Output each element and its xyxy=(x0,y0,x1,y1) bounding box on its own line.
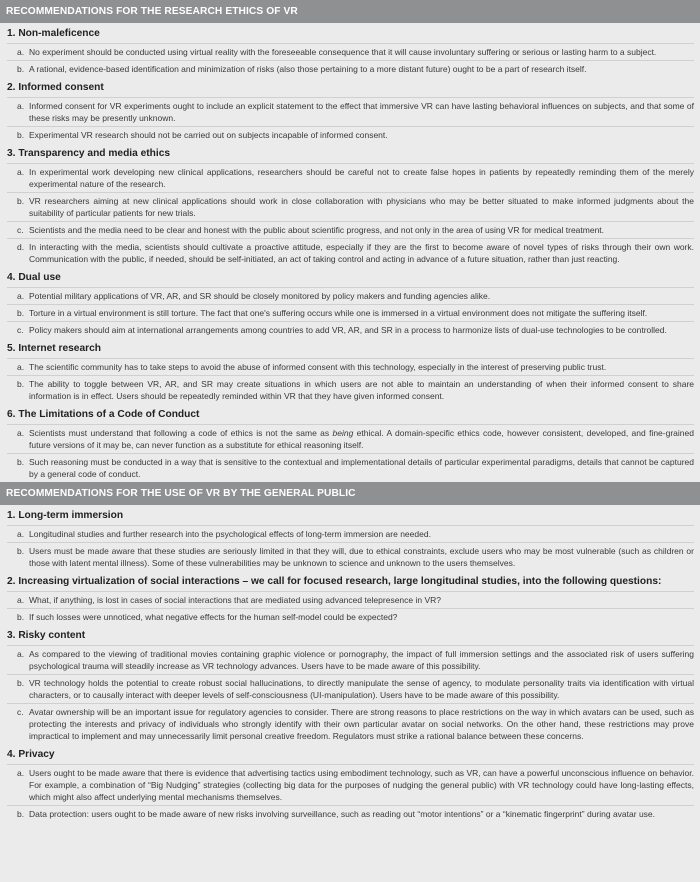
item-text: Potential military applications of VR, AR, and SR should be closely monitored by policy makers and funding agencies alike. xyxy=(29,291,491,301)
recommendation-item xyxy=(7,222,694,239)
item-letter: b. xyxy=(17,308,25,318)
item-text: Torture in a virtual environment is still torture. The fact that one's suffering occurs while one is immersed in a virtual environment does not mitigate the suffering itself. xyxy=(29,308,648,318)
item-letter: c. xyxy=(17,707,24,717)
item-text: The ability to toggle between VR, AR, and SR may create situations in which users are not able to maintain an understanding of when their informed consent to share information is in effect. Users should be repeatedly reminded within VR that they have given informed consent. xyxy=(29,379,694,401)
item-text: In interacting with the media, scientists should cultivate a proactive attitude, especially if they are the first to become aware of novel types of risks through their own work. Communication with the public, if needed, should be self-initiated, an act of taking control and acting in advance of a future situation, rather than just reacting. xyxy=(29,242,694,264)
item-letter: a. xyxy=(17,362,25,372)
item-text: In experimental work developing new clinical applications, researchers should be careful not to create false hopes in patients by repeatedly reminding them of the merely experimental nature of the research. xyxy=(29,167,694,189)
item-letter: a. xyxy=(17,595,25,605)
recommendation-group xyxy=(0,571,700,625)
item-letter: a. xyxy=(17,428,25,438)
item-letter: b. xyxy=(17,678,25,688)
item-text: As compared to the viewing of traditional movies containing graphic violence or pornography, the impact of full immersion settings and the associated risk of users suffering psychological trauma will steadily increase as VR technology advances. Users have to be made aware of this possibility. xyxy=(29,649,694,671)
recommendation-group xyxy=(0,23,700,77)
item-text: No experiment should be conducted using virtual reality with the foreseeable consequence that it will cause involuntary suffering or serious or lasting harm to a subject. xyxy=(29,47,657,57)
item-letter: b. xyxy=(17,546,25,556)
group-title: 4. Privacy xyxy=(7,744,694,765)
item-text: If such losses were unnoticed, what negative effects for the human self-model could be expected? xyxy=(29,612,398,622)
recommendation-item xyxy=(7,376,694,404)
group-title: 4. Dual use xyxy=(7,267,694,288)
item-letter: a. xyxy=(17,101,25,111)
recommendation-item xyxy=(7,592,694,609)
item-letter: a. xyxy=(17,167,25,177)
recommendation-group xyxy=(0,505,700,571)
item-letter: b. xyxy=(17,130,25,140)
recommendation-item xyxy=(7,61,694,77)
recommendation-item xyxy=(7,806,694,822)
item-text: Policy makers should aim at international arrangements among countries to add VR, AR, and SR in a process to harmonize lists of dual-use technologies to be controlled. xyxy=(29,325,667,335)
item-letter: a. xyxy=(17,291,25,301)
recommendation-item xyxy=(7,164,694,193)
item-letter: c. xyxy=(17,325,24,335)
recommendation-item xyxy=(7,305,694,322)
recommendation-item xyxy=(7,646,694,675)
section-header: RECOMMENDATIONS FOR THE USE OF VR BY THE GENERAL PUBLIC xyxy=(0,482,700,505)
recommendation-item xyxy=(7,454,694,482)
recommendation-item xyxy=(7,765,694,806)
group-title: 2. Informed consent xyxy=(7,77,694,98)
group-title: 3. Risky content xyxy=(7,625,694,646)
recommendation-item xyxy=(7,193,694,222)
item-text: ethical. A domain-specific ethics code, however consistent, developed, and fine-grained future versions of it may be, can never function as a substitute for ethical reasoning itself. xyxy=(29,428,694,450)
recommendation-group xyxy=(0,143,700,267)
recommendation-item xyxy=(7,609,694,625)
recommendation-item xyxy=(7,359,694,376)
recommendation-item xyxy=(7,98,694,127)
item-text: What, if anything, is lost in cases of social interactions that are mediated using advanced telepresence in VR? xyxy=(29,595,442,605)
item-letter: b. xyxy=(17,379,25,389)
recommendation-item xyxy=(7,127,694,143)
item-text: Informed consent for VR experiments ought to include an explicit statement to the effect that immersive VR can have lasting behavioral influences on subjects, and that some of these risks may be presently unknown. xyxy=(29,101,694,123)
item-text: VR technology holds the potential to create robust social hallucinations, to directly manipulate the sense of agency, to modulate personality traits via identification with virtual characters, or to causally interact with deeper levels of self-consciousness (UI-manipulation). Users have to be made aware of this possibility. xyxy=(29,678,694,700)
item-text: Such reasoning must be conducted in a way that is sensitive to the contextual and implementational details of particular experimental paradigms, details that cannot be captured by a general code of conduct. xyxy=(29,457,694,479)
item-text: The scientific community has to take steps to avoid the abuse of informed consent with this technology, especially in the interest of preserving public trust. xyxy=(29,362,607,372)
recommendation-group xyxy=(0,267,700,338)
recommendation-item xyxy=(7,704,694,744)
item-text: A rational, evidence-based identification and minimization of risks (also those pertaining to a more distant future) ought to be a part of research itself. xyxy=(29,64,587,74)
item-text: Longitudinal studies and further research into the psychological effects of long-term immersion are needed. xyxy=(29,529,431,539)
item-text: Users ought to be made aware that there is evidence that advertising tactics using embodiment technology, such as VR, can have a powerful unconscious influence on behavior. For example, a combination of “Big Nudging” strategies (collecting big data for the purposes of nudging the general public) with VR technology could have long-lasting effects, which might also affect underlying mental mechanisms themselves. xyxy=(29,768,694,802)
group-title: 3. Transparency and media ethics xyxy=(7,143,694,164)
item-text: Avatar ownership will be an important issue for regulatory agencies to consider. There are strong reasons to place restrictions on the way in which avatars can be used, such as protecting the interests and privacy of individuals who strongly identify with their own particular avatar on social networks. On the other hand, these restrictions may prove impractical to implement and may unnecessarily limit personal creative freedom. Regulators must strike a rational balance between these concerns. xyxy=(29,707,694,741)
group-title: 6. The Limitations of a Code of Conduct xyxy=(7,404,694,425)
item-letter: a. xyxy=(17,768,25,778)
recommendation-item xyxy=(7,543,694,571)
recommendation-group xyxy=(0,338,700,404)
item-text: VR researchers aiming at new clinical applications should work in close collaboration with physicians who may be better situated to make informed judgments about the suitability of particular patients for new trials. xyxy=(29,196,694,218)
section-header: RECOMMENDATIONS FOR THE RESEARCH ETHICS OF VR xyxy=(0,0,700,23)
item-text-pre: Scientists must understand that following a code of ethics is not the same as xyxy=(29,428,333,438)
item-text: Users must be made aware that these studies are seriously limited in that they will, due to ethical constraints, exclude users who may be most vulnerable (such as children or those with latent mental illness). Some of these vulnerabilities may be unknown to science and unknown to the users themselves. xyxy=(29,546,694,568)
item-text: Experimental VR research should not be carried out on subjects incapable of informed consent. xyxy=(29,130,388,140)
recommendation-item xyxy=(7,526,694,543)
recommendation-item xyxy=(7,322,694,338)
item-text: Data protection: users ought to be made aware of new risks involving surveillance, such as reading out “motor intentions” or a “kinematic fingerprint” during avatar use. xyxy=(29,809,656,819)
recommendation-item xyxy=(7,44,694,61)
group-title: 1. Non-maleficence xyxy=(7,23,694,44)
item-letter: a. xyxy=(17,529,25,539)
recommendation-item xyxy=(7,675,694,704)
item-letter: a. xyxy=(17,47,25,57)
recommendation-group xyxy=(0,404,700,482)
group-title: 5. Internet research xyxy=(7,338,694,359)
item-letter: a. xyxy=(17,649,25,659)
item-text-emphasis: being xyxy=(332,428,354,438)
item-text: Scientists and the media need to be clear and honest with the public about scientific progress, and not only in the area of using VR for medical treatment. xyxy=(29,225,605,235)
item-letter: b. xyxy=(17,457,25,467)
group-title: 2. Increasing virtualization of social interactions – we call for focused research, large longitudinal studies, into the following questions: xyxy=(7,571,694,592)
item-letter: d. xyxy=(17,242,25,252)
item-letter: b. xyxy=(17,196,25,206)
item-letter: b. xyxy=(17,612,25,622)
recommendation-item xyxy=(7,288,694,305)
recommendation-group xyxy=(0,744,700,822)
item-letter: b. xyxy=(17,809,25,819)
recommendation-group xyxy=(0,77,700,143)
group-title: 1. Long-term immersion xyxy=(7,505,694,526)
item-letter: c. xyxy=(17,225,24,235)
item-letter: b. xyxy=(17,64,25,74)
recommendation-item xyxy=(7,425,694,454)
recommendation-item xyxy=(7,239,694,267)
recommendation-group xyxy=(0,625,700,744)
